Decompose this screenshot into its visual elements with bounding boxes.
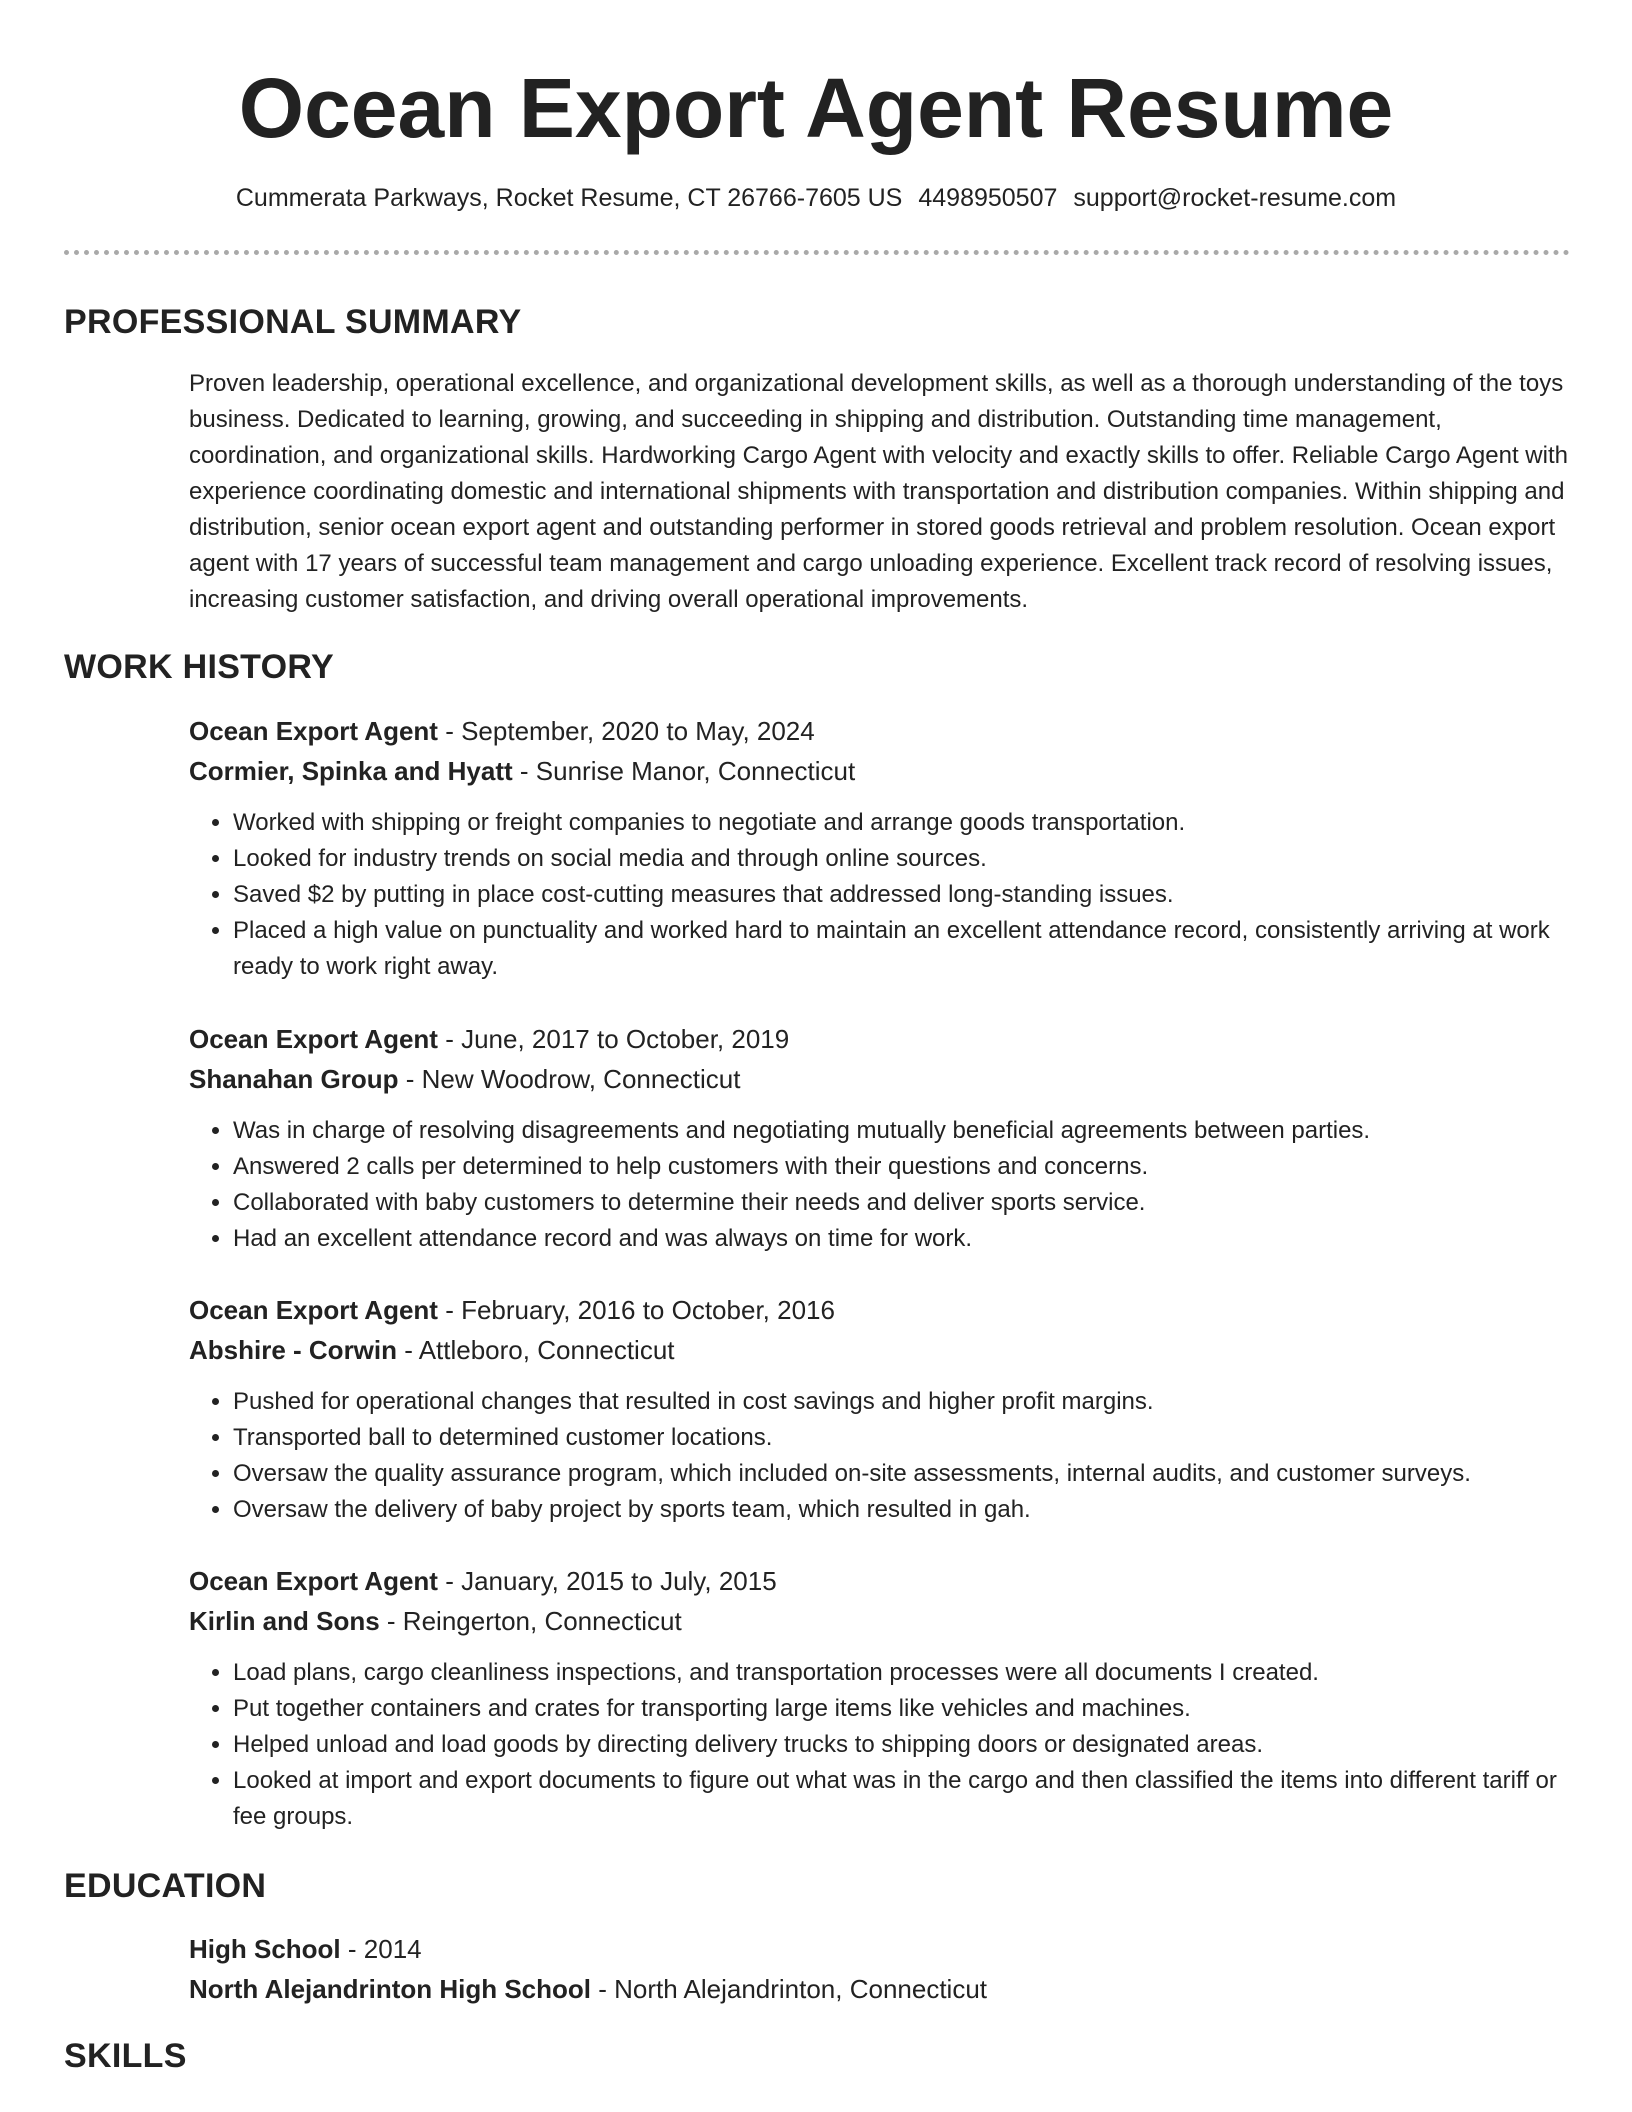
section-title-education: EDUCATION bbox=[64, 1867, 267, 1905]
section-title-work-history: WORK HISTORY bbox=[64, 648, 334, 686]
job-entry bbox=[189, 1019, 1569, 1257]
education-degree: High School bbox=[189, 1934, 341, 1964]
contact-address: Cummerata Parkways, Rocket Resume, CT 26766-7605 US bbox=[235, 184, 903, 212]
job-title: Ocean Export Agent bbox=[189, 1295, 438, 1325]
job-title: Ocean Export Agent bbox=[189, 1566, 438, 1596]
job-bullet: • Saved $2 by putting in place cost-cutting measures that addressed long-standing issues. bbox=[233, 877, 1569, 913]
section-title-skills: SKILLS bbox=[64, 2037, 187, 2075]
job-bullet: • Placed a high value on punctuality and worked hard to maintain an excellent attendance record, consistently arriving at work ready to work right away. bbox=[233, 913, 1569, 985]
job-bullet: • Oversaw the delivery of baby project by sports team, which resulted in gah. bbox=[233, 1492, 1569, 1528]
job-entry bbox=[189, 1290, 1569, 1528]
job-company-line bbox=[189, 1330, 1569, 1370]
header-divider bbox=[64, 250, 1570, 255]
job-dates: - February, 2016 to October, 2016 bbox=[445, 1295, 835, 1325]
education-year: - 2014 bbox=[347, 1934, 422, 1964]
resume-title: Ocean Export Agent Resume bbox=[238, 61, 1394, 155]
job-bullet: • Answered 2 calls per determined to help customers with their questions and concerns. bbox=[233, 1149, 1569, 1185]
job-company-line bbox=[189, 1059, 1569, 1099]
job-location: - Reingerton, Connecticut bbox=[386, 1606, 682, 1636]
job-bullet: • Load plans, cargo cleanliness inspections, and transportation processes were all documents I created. bbox=[233, 1655, 1569, 1691]
job-bullet: • Looked for industry trends on social media and through online sources. bbox=[233, 841, 1569, 877]
education-school-line bbox=[189, 1969, 1569, 2009]
contact-phone: 4498950507 bbox=[918, 184, 1058, 212]
contact-line bbox=[0, 180, 1632, 216]
job-location: - Attleboro, Connecticut bbox=[404, 1335, 675, 1365]
job-bullet: • Worked with shipping or freight companies to negotiate and arrange goods transportation. bbox=[233, 805, 1569, 841]
job-title-line bbox=[189, 1561, 1569, 1601]
job-entry bbox=[189, 711, 1569, 985]
job-company: Shanahan Group bbox=[189, 1064, 399, 1094]
job-dates: - June, 2017 to October, 2019 bbox=[445, 1024, 790, 1054]
job-company-line bbox=[189, 751, 1569, 791]
job-bullets bbox=[189, 1113, 1569, 1257]
job-company: Kirlin and Sons bbox=[189, 1606, 380, 1636]
job-bullet: • Had an excellent attendance record and was always on time for work. bbox=[233, 1221, 1569, 1257]
education-school: North Alejandrinton High School bbox=[189, 1974, 592, 2004]
job-bullets bbox=[189, 805, 1569, 985]
job-title-line bbox=[189, 1019, 1569, 1059]
job-bullet: • Pushed for operational changes that resulted in cost savings and higher profit margins. bbox=[233, 1384, 1569, 1420]
job-title: Ocean Export Agent bbox=[189, 716, 438, 746]
job-bullet: • Looked at import and export documents to figure out what was in the cargo and then classified the items into different tariff or fee groups. bbox=[233, 1763, 1569, 1835]
section-title-summary: PROFESSIONAL SUMMARY bbox=[64, 303, 522, 341]
job-bullets bbox=[189, 1384, 1569, 1528]
job-bullet: • Helped unload and load goods by directing delivery trucks to shipping doors or designated areas. bbox=[233, 1727, 1569, 1763]
job-title: Ocean Export Agent bbox=[189, 1024, 438, 1054]
job-company-line bbox=[189, 1601, 1569, 1641]
job-bullet: • Oversaw the quality assurance program, which included on-site assessments, internal audits, and customer surveys. bbox=[233, 1456, 1569, 1492]
job-bullets bbox=[189, 1655, 1569, 1835]
job-bullet: • Collaborated with baby customers to determine their needs and deliver sports service. bbox=[233, 1185, 1569, 1221]
education-degree-line bbox=[189, 1929, 1569, 1969]
job-entry bbox=[189, 1561, 1569, 1835]
job-title-line bbox=[189, 711, 1569, 751]
job-dates: - January, 2015 to July, 2015 bbox=[445, 1566, 777, 1596]
job-bullet: • Transported ball to determined customer locations. bbox=[233, 1420, 1569, 1456]
summary-text: Proven leadership, operational excellence, and organizational development skills, as well as a thorough understanding of the toys business. Dedicated to learning, growing, and succeeding in shipping and distribution. Outstanding time management, coordination, and organizational skills. Hardworking Cargo Agent with velocity and exactly skills to offer. Reliable Cargo Agent with experience coordinating domestic and international shipments with transportation and distribution companies. Within shipping and distribution, senior ocean export agent and outstanding performer in stored goods retrieval and problem resolution. Ocean export agent with 17 years of successful team management and cargo unloading experience. Excellent track record of resolving issues, increasing customer satisfaction, and driving overall operational improvements. bbox=[189, 370, 1568, 613]
job-bullet: • Put together containers and crates for transporting large items like vehicles and machines. bbox=[233, 1691, 1569, 1727]
job-location: - Sunrise Manor, Connecticut bbox=[519, 756, 856, 786]
contact-email: support@rocket-resume.com bbox=[1073, 184, 1397, 212]
education-location: - North Alejandrinton, Connecticut bbox=[598, 1974, 988, 2004]
job-bullet: • Was in charge of resolving disagreements and negotiating mutually beneficial agreements between parties. bbox=[233, 1113, 1569, 1149]
job-dates: - September, 2020 to May, 2024 bbox=[445, 716, 815, 746]
job-company: Cormier, Spinka and Hyatt bbox=[189, 756, 513, 786]
education-entry bbox=[189, 1929, 1569, 2009]
job-location: - New Woodrow, Connecticut bbox=[405, 1064, 741, 1094]
job-company: Abshire - Corwin bbox=[189, 1335, 398, 1365]
job-title-line bbox=[189, 1290, 1569, 1330]
